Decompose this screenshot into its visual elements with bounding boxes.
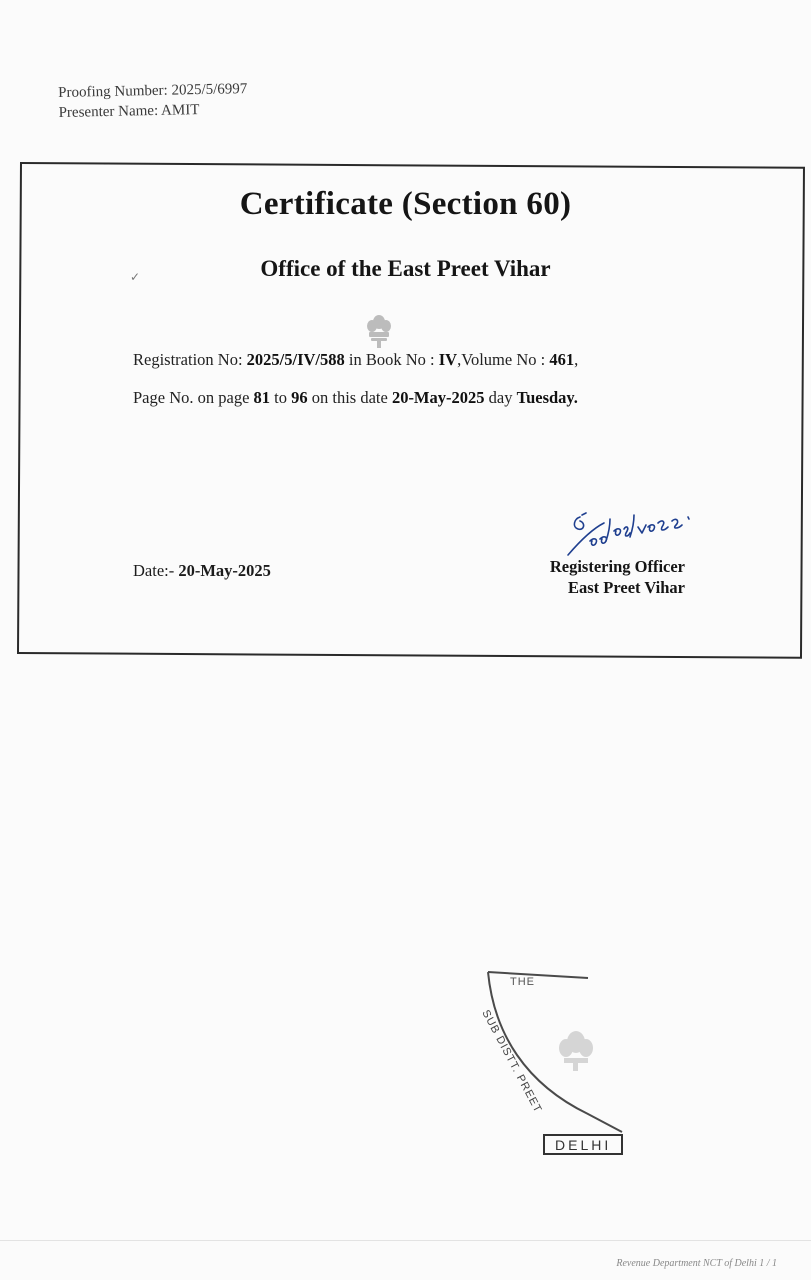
page-label: Page No. on page xyxy=(133,388,250,407)
state-emblem-icon xyxy=(364,312,394,352)
page-from: 81 xyxy=(253,388,271,407)
proofing-number-label: Proofing Number: xyxy=(58,82,168,101)
registration-day: Tuesday. xyxy=(516,388,578,407)
registration-number: 2025/5/IV/588 xyxy=(246,350,345,369)
footer-divider xyxy=(0,1240,811,1241)
page-to: 96 xyxy=(291,388,308,407)
book-label: in Book No : xyxy=(348,350,435,369)
office-seal xyxy=(480,964,630,1164)
page-date-line xyxy=(133,388,578,408)
date-label: on this date xyxy=(311,388,388,407)
registration-label: Registration No: xyxy=(133,350,243,369)
certificate-frame xyxy=(17,162,805,659)
proofing-block xyxy=(58,79,248,123)
book-number: IV xyxy=(438,350,458,369)
presenter-name-line xyxy=(58,99,248,123)
certificate-title: Certificate (Section 60) xyxy=(239,186,572,222)
certificate-date-value: 20-May-2025 xyxy=(178,561,271,580)
tick-mark-icon: ✓ xyxy=(130,270,141,284)
officer-location: East Preet Vihar xyxy=(567,578,685,597)
page-to-label: to xyxy=(274,388,287,407)
seal-city: DELHI xyxy=(543,1134,623,1155)
proofing-number: 2025/5/6997 xyxy=(171,81,248,99)
page-footer-text: Revenue Department NCT of Delhi 1 / 1 xyxy=(616,1258,777,1269)
volume-number: 461 xyxy=(549,350,575,369)
seal-ring-text: SUB DISTT. PREET xyxy=(479,1008,545,1116)
presenter-name-label: Presenter Name: xyxy=(58,102,159,121)
officer-title: Registering Officer xyxy=(549,557,685,576)
proofing-number-line xyxy=(58,79,248,103)
day-label: day xyxy=(488,388,513,407)
presenter-name: AMIT xyxy=(160,102,200,119)
office-title: Office of the East Preet Vihar xyxy=(260,256,551,281)
seal-top-text: THE xyxy=(510,976,535,988)
certificate-date xyxy=(133,561,271,581)
registration-line: Registration No: 2025/5/IV/588 in Book No : IV,Volume No : 461, xyxy=(133,350,579,369)
certificate-date-label: Date:- xyxy=(133,561,175,580)
registering-officer-block xyxy=(550,556,685,598)
registration-date: 20-May-2025 xyxy=(391,388,485,407)
officer-signature xyxy=(560,505,695,563)
volume-label: ,Volume No : xyxy=(457,350,546,369)
